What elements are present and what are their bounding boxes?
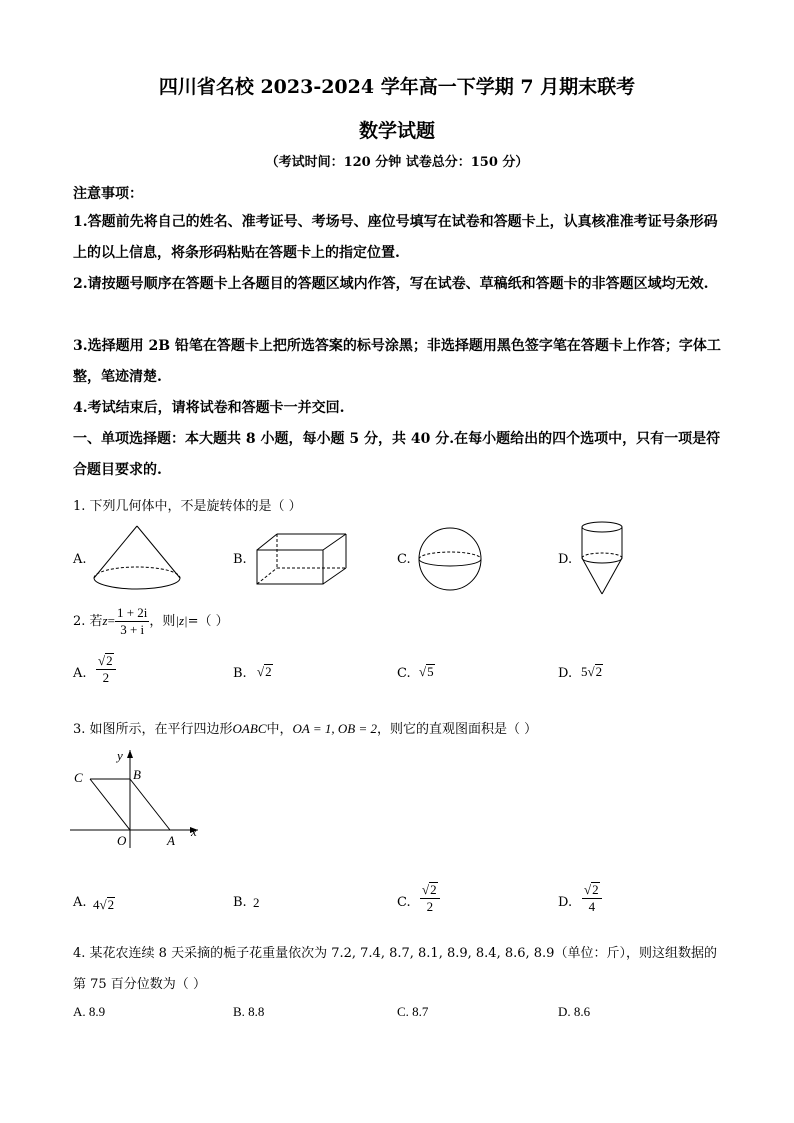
q2-option-c: √5 bbox=[419, 664, 434, 679]
q2-z: z bbox=[102, 613, 108, 628]
q3-option-b: 2 bbox=[253, 895, 260, 910]
q2-fraction bbox=[115, 605, 149, 638]
q3-option-b-label: B. bbox=[233, 895, 247, 910]
q3-option-c-label: C. bbox=[397, 895, 411, 910]
cuboid-figure bbox=[255, 532, 350, 587]
q3-option-c-den: 2 bbox=[426, 899, 434, 914]
fig-label-x: x bbox=[191, 824, 197, 839]
q3-stem-b: 中， bbox=[266, 722, 293, 737]
q1-stem: 1. 下列几何体中，不是旋转体的是（ ） bbox=[73, 499, 302, 514]
section1-heading: 一、单项选择题：本大题共 8 小题，每小题 5 分，共 40 分.在每小题给出的四个选项中，只有一项是符合题目要求的. bbox=[73, 431, 721, 478]
q2-option-b: √2 bbox=[257, 664, 272, 679]
q2-option-c-radicand: 5 bbox=[427, 664, 434, 679]
q4-option-a: A. 8.9 bbox=[73, 1004, 106, 1019]
q2-option-a-radicand: 2 bbox=[106, 653, 113, 668]
q3-option-a: 4√2 bbox=[93, 897, 115, 912]
q2-eq: = bbox=[107, 613, 115, 628]
q3-condition: OA = 1, OB = 2 bbox=[292, 721, 377, 736]
exam-subtitle: 数学试题 bbox=[358, 120, 435, 142]
q2-option-a-den: 2 bbox=[102, 670, 110, 685]
q4-stem-line2: 第 75 百分位数为（ ） bbox=[73, 977, 206, 992]
q3-stem-a: 3. 如图所示，在平行四边形 bbox=[73, 722, 233, 737]
q2-option-d-coef: 5 bbox=[581, 664, 588, 679]
q3-option-a-coef: 4 bbox=[93, 897, 100, 912]
q1-option-a-label: A. bbox=[73, 552, 87, 567]
q4-option-c: C. 8.7 bbox=[397, 1004, 429, 1019]
q2-option-d-label: D. bbox=[558, 666, 573, 681]
q2-numerator: 1 + 2i bbox=[116, 605, 148, 620]
q1-option-c-label: C. bbox=[397, 552, 411, 567]
notice-item-4: 4.考试结束后，请将试卷和答题卡一并交回. bbox=[73, 400, 345, 416]
exam-info: （考试时间：120 分钟 试卷总分：150 分） bbox=[265, 155, 529, 170]
q1-option-b-label: B. bbox=[233, 552, 247, 567]
notice-heading: 注意事项： bbox=[73, 186, 143, 202]
exam-title: 四川省名校 2023-2024 学年高一下学期 7 月期末联考 bbox=[158, 76, 636, 98]
q2-denominator: 3 + i bbox=[120, 622, 145, 637]
fig-label-y: y bbox=[117, 748, 123, 763]
cylinder-cone-figure bbox=[580, 520, 630, 598]
q2-option-a-label: A. bbox=[73, 666, 87, 681]
q2-option-b-radicand: 2 bbox=[265, 664, 272, 679]
q2-abs-z: |z| bbox=[175, 613, 188, 628]
q2-option-b-label: B. bbox=[233, 666, 247, 681]
q2-prefix: 2. 若 bbox=[73, 614, 103, 629]
q2-option-d-radicand: 2 bbox=[595, 664, 603, 679]
q3-option-d-label: D. bbox=[558, 895, 573, 910]
q3-option-d-den: 4 bbox=[588, 899, 596, 914]
fig-label-o: O bbox=[117, 833, 127, 848]
q3-stem bbox=[73, 718, 537, 737]
q4-option-d: D. 8.6 bbox=[558, 1004, 591, 1019]
parallelogram-figure bbox=[70, 748, 210, 853]
q2-suffix: ，则 bbox=[149, 614, 176, 629]
notice-item-2: 2.请按题号顺序在答题卡上各题目的答题区域内作答，写在试卷、草稿纸和答题卡的非答题区域均无效. bbox=[73, 276, 709, 292]
q3-option-d: $\frac{√2}{4}$ bbox=[582, 882, 602, 915]
q2-option-a: $\frac{√2}{2}$ bbox=[96, 653, 116, 686]
q3-option-c-radicand: 2 bbox=[430, 882, 437, 897]
q3-option-a-label: A. bbox=[73, 895, 87, 910]
q1-option-d-label: D. bbox=[558, 552, 573, 567]
q4-option-b: B. 8.8 bbox=[233, 1004, 265, 1019]
q2-option-c-label: C. bbox=[397, 666, 411, 681]
q3-option-d-radicand: 2 bbox=[592, 882, 599, 897]
notice-item-3: 3.选择题用 2B 铅笔在答题卡上把所选答案的标号涂黑；非选择题用黑色签字笔在答题卡上作答；字体工整，笔迹清楚. bbox=[73, 338, 721, 385]
q3-option-c: $\frac{√2}{2}$ bbox=[420, 882, 440, 915]
q2-tail: =（ ） bbox=[187, 614, 229, 629]
q4-stem-line1: 4. 某花农连续 8 天采摘的栀子花重量依次为 7.2, 7.4, 8.7, 8.1, 8.9, 8.4, 8.6, 8.9（单位：斤），则这组数据的 bbox=[73, 946, 717, 961]
fig-label-c: C bbox=[74, 770, 83, 785]
q3-stem-c: ，则它的直观图面积是（ ） bbox=[376, 722, 538, 737]
notice-item-1: 1.答题前先将自己的姓名、准考证号、考场号、座位号填写在试卷和答题卡上，认真核准准考证号条形码上的以上信息，将条形码粘贴在答题卡上的指定位置. bbox=[73, 214, 718, 261]
q3-oabc: OABC bbox=[232, 721, 267, 736]
sphere-figure bbox=[417, 526, 483, 592]
q2-stem bbox=[73, 603, 229, 640]
q3-option-a-radicand: 2 bbox=[107, 897, 115, 912]
fig-label-b: B bbox=[133, 767, 141, 782]
q2-option-d: 5√2 bbox=[581, 664, 603, 679]
cone-figure bbox=[92, 522, 182, 592]
fig-label-a: A bbox=[167, 833, 175, 848]
